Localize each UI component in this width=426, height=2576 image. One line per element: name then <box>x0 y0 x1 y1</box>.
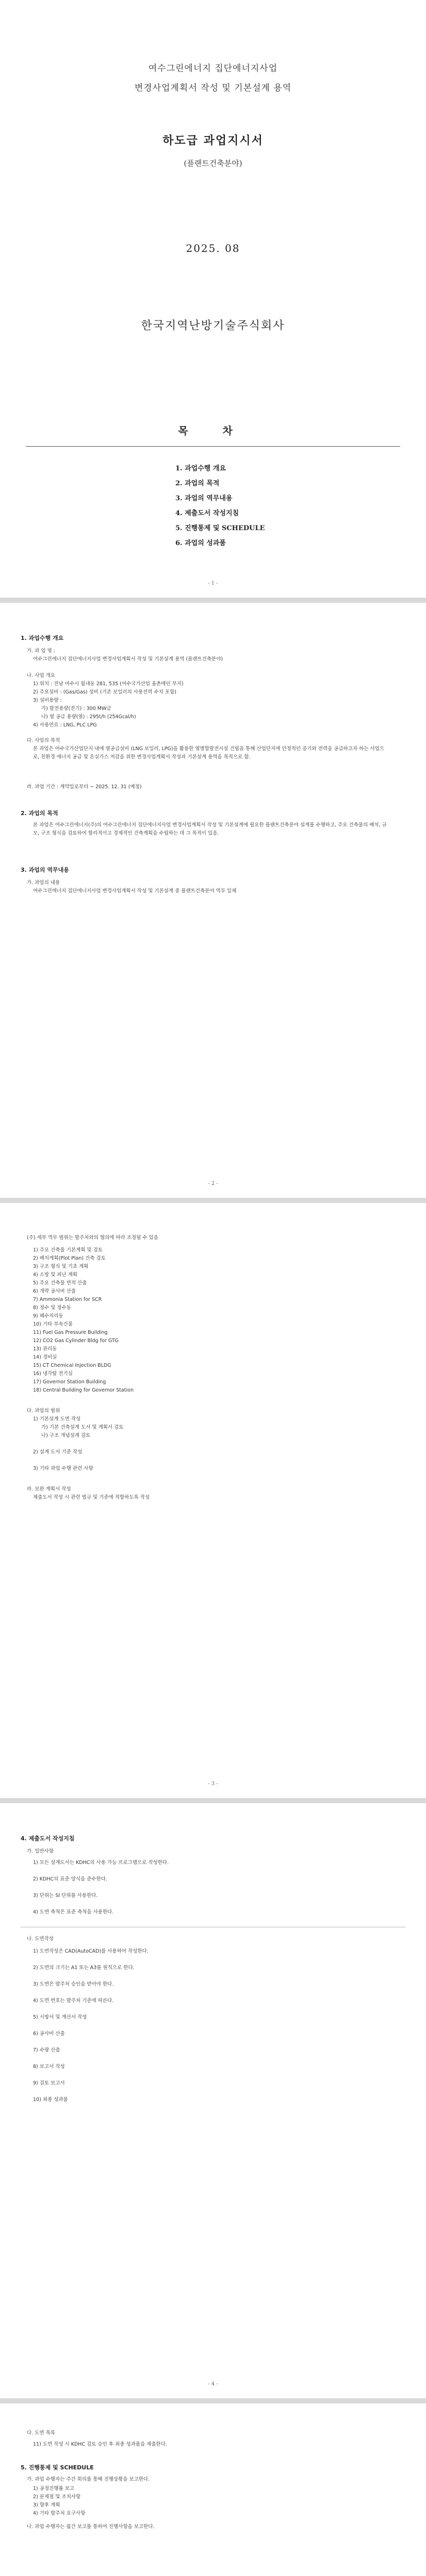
toc-item: 1. 과업수행 개요 <box>175 465 226 472</box>
page-number: - 2 - <box>208 1181 218 1187</box>
toc-title: 목 차 <box>178 425 248 437</box>
s1-item: 다. 사업의 목적 <box>27 738 60 743</box>
page-2 <box>0 603 426 1198</box>
section-5-heading: 5. 진행통제 및 SCHEDULE <box>21 2464 94 2471</box>
s3-item: 9) 폐수처리동 <box>33 1313 63 1319</box>
document-date: 2025. 08 <box>186 242 240 255</box>
s4-item: 10) 최종 성과품 <box>33 2097 68 2103</box>
s1-item: 여수그린에너지 집단에너지사업 변경사업계획서 작성 및 기본설계 용역 (플랜트건축분야) <box>33 656 223 662</box>
s3-item: 나) 구조 개념설계 검토 <box>41 1433 91 1438</box>
s4-item: 4) 도면 번호는 발주처 기준에 따른다. <box>33 1998 114 2004</box>
s4-item: 3) 단위는 SI 단위를 사용한다. <box>33 1893 98 1899</box>
s3-item: 11) Fuel Gas Pressure Building <box>33 1330 108 1335</box>
s3-item: 다. 과업의 범위 <box>27 1408 60 1414</box>
document-title: 하도급 과업지시서 <box>162 134 264 147</box>
company-name: 한국지역난방기술주식회사 <box>141 319 285 332</box>
s4-item: 11) 도면 작성 시 KDHC 검토 승인 후 최종 성과품을 제출한다. <box>33 2442 167 2447</box>
s1-item: 3) 설비용량 : <box>33 698 62 703</box>
s3-item: 5) 주요 건축물 면적 산출 <box>33 1280 87 1286</box>
s5-item: 3) 향후 계획 <box>33 2502 60 2508</box>
s4-item: 2) KDHC의 표준 양식을 준수한다. <box>33 1876 107 1882</box>
toc-divider <box>26 446 400 447</box>
s3-item: 6) 개략 공사비 산출 <box>33 1289 76 1294</box>
s3-item: 10) 기타 부속건물 <box>33 1321 73 1327</box>
section-4-heading: 4. 제출도서 작성지침 <box>21 1835 75 1842</box>
document-field: (플랜트건축분야) <box>184 159 242 168</box>
s5-item: 4) 기타 발주처 요구사항 <box>33 2511 86 2516</box>
s4-item: 5) 시방서 및 계산서 작성 <box>33 2014 87 2020</box>
s1-item: 나. 사업 개요 <box>27 673 55 679</box>
toc-item: 2. 과업의 목적 <box>175 480 220 487</box>
s1-item: 라. 과업 기간 : 계약일로부터 ~ 2025. 12. 31 (예정) <box>27 784 142 790</box>
page-number: - 1 - <box>208 581 218 586</box>
s1-item: 가. 과 업 명 : <box>27 648 56 654</box>
page-3 <box>0 1203 426 1798</box>
project-line2: 변경사업계획서 작성 및 기본설계 용역 <box>134 83 292 93</box>
section-3-heading: 3. 과업의 역무내용 <box>21 867 69 873</box>
s3-item: 가. 과업의 내용 <box>27 880 60 886</box>
s5-item: 2) 문제점 및 조치사항 <box>33 2494 81 2500</box>
s3-item: 라. 보완 계획서 작성 <box>27 1486 71 1492</box>
s1-item: 4) 사용연료 : LNG, PLC LPG <box>33 722 97 728</box>
cover-page <box>0 0 426 598</box>
s4-item: 다. 도면 목록 <box>27 2430 55 2436</box>
s4-item: 8) 보고서 작성 <box>33 2064 65 2070</box>
s3-item: 8) 정수 및 정수동 <box>33 1305 71 1311</box>
s3-item: 2) 배치계획(Plot Plan) 건축 검토 <box>33 1256 106 1261</box>
s1-item: 1) 위치 : 전남 여수시 월내동 281, 535 (여수국가산업 율촌메인 부지) <box>33 681 184 687</box>
s4-item: 3) 도면은 발주처 승인을 받아야 한다. <box>33 1981 114 1987</box>
s4-item: 6) 공사비 산출 <box>33 2031 65 2037</box>
s3-item: 15) CT Chemical Injection BLDG <box>33 1363 111 1368</box>
s3-item: 16) 냉각탑 전기실 <box>33 1371 73 1377</box>
s5-item: 1) 공정진행률 보고 <box>33 2486 75 2492</box>
s4-item: 가. 일반사항 <box>27 1849 54 1854</box>
s3-item: 14) 경비실 <box>33 1354 57 1360</box>
s4-item: 4) 도면 축척은 표준 축척을 사용한다. <box>33 1909 114 1915</box>
s3-item: 13) 관리동 <box>33 1346 57 1352</box>
toc-item: 3. 과업의 역무내용 <box>175 495 233 502</box>
s4-item: 7) 수량 산출 <box>33 2047 60 2053</box>
s4-item: 9) 검토 보고서 <box>33 2080 65 2086</box>
s3-item: 1) 기본설계 도면 작성 <box>33 1416 81 1422</box>
s3-item: 가) 기본 건축설계 도서 및 계획서 검토 <box>41 1425 124 1430</box>
page-4 <box>0 1803 426 2398</box>
toc-item: 5. 진행통제 및 SCHEDULE <box>175 524 265 532</box>
s3-item: 7) Ammonia Station for SCR <box>33 1297 102 1302</box>
toc-item: 4. 제출도서 작성지침 <box>175 510 239 517</box>
s3-item: 2) 설계 도서 기준 작성 <box>33 1449 83 1455</box>
toc-item: 6. 과업의 성과품 <box>175 539 226 547</box>
page-number: - 4 - <box>208 2381 218 2387</box>
s3-item: 12) CO2 Gas Cylinder Bldg for GTG <box>33 1338 119 1344</box>
s2-body: 본 과업은 여수그린에너지(주)의 여수그린에너지 집단에너지사업 변경사업계획서 작성 및 기본설계에 필요한 플랜트건축분야 설계를 수행하고, 주요 건축물의 배치, 규모, 구조 형식을 검토하여 합리적이고 경제적인 건축계획을 수립하는 데 그 목적이 있음. <box>33 822 387 836</box>
section-1-heading: 1. 과업수행 개요 <box>21 635 64 641</box>
s5-item: 가. 과업 수행자는 주간 회의를 통해 진행상황을 보고한다. <box>27 2477 150 2482</box>
s4-item: 2) 도면의 크기는 A1 또는 A3를 원칙으로 한다. <box>33 1965 135 1971</box>
s3-note: (주) 세부 역무 범위는 발주처와의 협의에 따라 조정될 수 있음 <box>27 1235 158 1241</box>
s3-item: 3) 구조 형식 및 기초 계획 <box>33 1264 89 1269</box>
s3-item: 제출도서 작성 시 관련 법규 및 기준에 적합하도록 작성 <box>33 1495 150 1500</box>
s1-item: 2) 주요설비 : (Gas/Gas) 설비 (기존 보일러의 사용전력 수치 포함) <box>33 689 176 695</box>
s4-item: 1) 도면작성은 CAD(AutoCAD)를 사용하여 작성한다. <box>33 1948 149 1954</box>
page-5 <box>0 2403 426 2576</box>
s3-item: 17) Governor Station Building <box>33 1379 106 1385</box>
s4-item: 나. 도면작성 <box>27 1936 54 1942</box>
page-number: - 3 - <box>208 1781 218 1787</box>
section-2-heading: 2. 과업의 목적 <box>21 810 58 817</box>
s4-item: 1) 모든 설계도서는 KDHC의 사용 가능 프로그램으로 작성한다. <box>33 1860 169 1866</box>
s3-item: 3) 기타 과업 수행 관련 사항 <box>33 1466 93 1471</box>
s1-item: 나) 열 공급 용량(열) : 295t/h (254Gcal/h) <box>41 714 136 720</box>
s3-item: 1) 주요 건축물 기본계획 및 검토 <box>33 1247 103 1253</box>
s5-item: 나. 과업 수행자는 월간 보고를 통하여 진행사항을 보고한다. <box>27 2524 155 2530</box>
toc-list <box>175 463 265 552</box>
s1-item: 가) 발전용량(전기) : 300 MW급 <box>41 706 111 711</box>
s3-item: 여수그린에너지 집단에너지사업 변경사업계획서 작성 및 기본설계 중 플랜트건축분야 역무 일체 <box>33 888 237 894</box>
project-line1: 여수그린에너지 집단에너지사업 <box>148 63 278 74</box>
s3-item: 18) Central Building for Governor Station <box>33 1387 134 1393</box>
s3-item: 4) 소방 및 피난 계획 <box>33 1272 78 1278</box>
s1-purpose: 본 과업은 여수국가산업단지 내에 열공급설비 (LNG 보일러, LPG)을 활용한 열병합발전시설 건립을 통해 산업단지에 안정적인 증기와 전력을 공급하고자 하는 사업으로, 친환경 에너지 공급 및 온실가스 저감을 위한 변경사업계획서 작성과 기본설계 용역을 목적으로 함. <box>33 746 385 760</box>
